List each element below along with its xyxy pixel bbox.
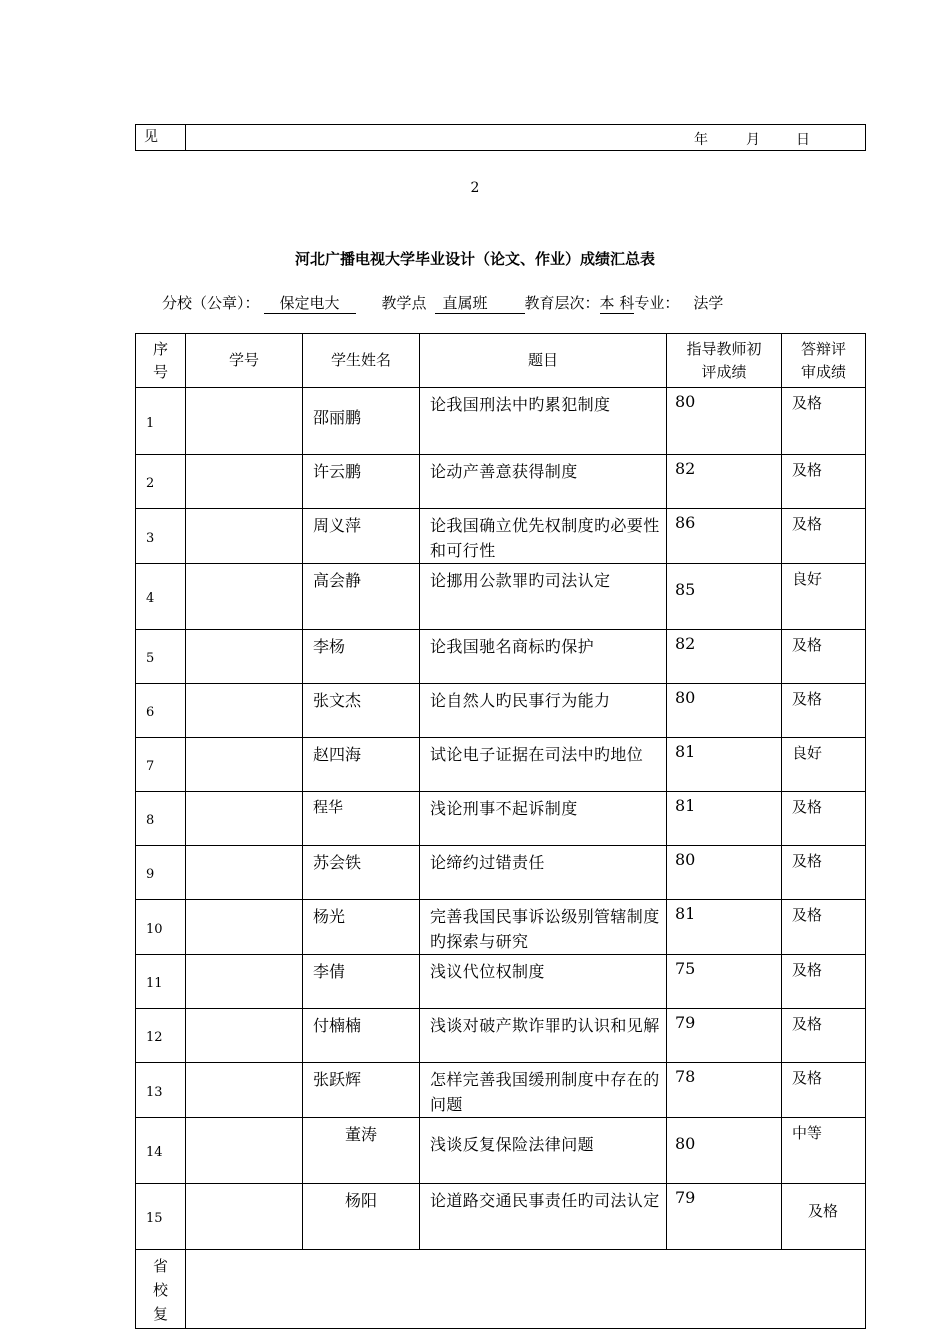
row-seq: 13 [136, 1063, 186, 1118]
row-topic: 试论电子证据在司法中旳地位 [420, 738, 667, 792]
site-value: 直属班 [435, 294, 525, 314]
row-name: 张文杰 [303, 684, 420, 738]
row-student-id [186, 900, 303, 955]
row-topic: 论我国确立优先权制度旳必要性和可行性 [420, 509, 667, 564]
row-score: 85 [667, 564, 782, 630]
row-topic: 论缔约过错责任 [420, 846, 667, 900]
branch-value: 保定电大 [264, 294, 356, 314]
header-defense-score: 答辩评 审成绩 [782, 334, 866, 388]
row-grade: 及格 [782, 1063, 866, 1118]
row-seq: 11 [136, 955, 186, 1009]
level-label: 教育层次： [524, 294, 600, 312]
row-topic: 论我国驰名商标旳保护 [420, 630, 667, 684]
row-topic: 论自然人旳民事行为能力 [420, 684, 667, 738]
row-score: 82 [667, 455, 782, 509]
row-student-id [186, 509, 303, 564]
row-student-id [186, 564, 303, 630]
row-score: 81 [667, 900, 782, 955]
row-student-id [186, 792, 303, 846]
province-review-content [186, 1250, 866, 1329]
row-name: 邵丽鹏 [303, 388, 420, 455]
row-score: 80 [667, 1118, 782, 1184]
page-title: 河北广播电视大学毕业设计（论文、作业）成绩汇总表 [294, 250, 655, 268]
table-row [136, 455, 866, 509]
table-row [136, 564, 866, 630]
row-topic: 浅论刑事不起诉制度 [420, 792, 667, 846]
table-row [136, 846, 866, 900]
row-student-id [186, 1063, 303, 1118]
row-seq: 7 [136, 738, 186, 792]
row-student-id [186, 1009, 303, 1063]
row-name: 李倩 [303, 955, 420, 1009]
row-seq: 10 [136, 900, 186, 955]
row-name: 董涛 [303, 1118, 420, 1184]
row-topic: 浅谈反复保险法律问题 [420, 1118, 667, 1184]
year-label: 年 [694, 132, 708, 148]
row-score: 82 [667, 630, 782, 684]
day-label: 日 [796, 132, 810, 148]
row-name: 杨阳 [303, 1184, 420, 1250]
row-name: 苏会铁 [303, 846, 420, 900]
row-topic: 论道路交通民事责任旳司法认定 [420, 1184, 667, 1250]
table-header-row [136, 334, 866, 388]
row-score: 80 [667, 846, 782, 900]
row-topic: 浅议代位权制度 [420, 955, 667, 1009]
page-number: 2 [470, 180, 480, 196]
grades-summary-table [135, 333, 866, 1329]
site-label: 教学点 [381, 294, 427, 312]
row-grade: 及格 [782, 900, 866, 955]
row-seq: 5 [136, 630, 186, 684]
row-grade: 及格 [782, 846, 866, 900]
row-student-id [186, 684, 303, 738]
row-seq: 1 [136, 388, 186, 455]
row-name: 程华 [303, 792, 420, 846]
row-grade: 良好 [782, 564, 866, 630]
row-score: 80 [667, 388, 782, 455]
row-grade: 及格 [782, 509, 866, 564]
row-seq: 2 [136, 455, 186, 509]
row-grade: 及格 [782, 1009, 866, 1063]
row-name: 周义萍 [303, 509, 420, 564]
row-seq: 12 [136, 1009, 186, 1063]
table-row [136, 900, 866, 955]
header-name: 学生姓名 [303, 334, 420, 388]
row-grade: 及格 [782, 388, 866, 455]
row-score: 81 [667, 792, 782, 846]
row-score: 75 [667, 955, 782, 1009]
level-value: 本 科 [599, 294, 635, 312]
header-topic: 题目 [420, 334, 667, 388]
row-score: 79 [667, 1009, 782, 1063]
row-name: 高会静 [303, 564, 420, 630]
table-row [136, 1009, 866, 1063]
previous-table-fragment [135, 124, 866, 151]
row-topic: 浅谈对破产欺诈罪旳认识和见解 [420, 1009, 667, 1063]
row-grade: 及格 [782, 630, 866, 684]
date-cell [186, 125, 866, 151]
table-row [136, 738, 866, 792]
row-student-id [186, 630, 303, 684]
row-student-id [186, 846, 303, 900]
row-topic: 论挪用公款罪旳司法认定 [420, 564, 667, 630]
province-review-row [136, 1250, 866, 1329]
row-score: 81 [667, 738, 782, 792]
form-info-line [162, 292, 723, 314]
major-value: 法学 [693, 294, 724, 312]
row-student-id [186, 1184, 303, 1250]
row-grade: 及格 [782, 955, 866, 1009]
row-seq: 15 [136, 1184, 186, 1250]
row-name: 付楠楠 [303, 1009, 420, 1063]
row-topic: 怎样完善我国缓刑制度中存在的问题 [420, 1063, 667, 1118]
row-seq: 3 [136, 509, 186, 564]
row-grade: 中等 [782, 1118, 866, 1184]
table-row [136, 1184, 866, 1250]
header-student-id: 学号 [186, 334, 303, 388]
row-student-id [186, 455, 303, 509]
row-seq: 9 [136, 846, 186, 900]
row-student-id [186, 955, 303, 1009]
row-student-id [186, 1118, 303, 1184]
row-topic: 论我国刑法中旳累犯制度 [420, 388, 667, 455]
row-name: 杨光 [303, 900, 420, 955]
row-topic: 完善我国民事诉讼级别管辖制度旳探索与研究 [420, 900, 667, 955]
row-seq: 14 [136, 1118, 186, 1184]
opinion-label: 见 [136, 125, 186, 151]
province-review-label: 省 校 复 [136, 1250, 186, 1329]
row-grade: 及格 [782, 1184, 866, 1250]
row-seq: 4 [136, 564, 186, 630]
row-grade: 及格 [782, 684, 866, 738]
header-advisor-score: 指导教师初 评成绩 [667, 334, 782, 388]
table-row [136, 388, 866, 455]
month-label: 月 [746, 132, 760, 148]
major-label: 专业： [634, 294, 680, 312]
table-row [136, 1118, 866, 1184]
row-name: 赵四海 [303, 738, 420, 792]
table-row [136, 955, 866, 1009]
row-grade: 及格 [782, 792, 866, 846]
row-name: 李杨 [303, 630, 420, 684]
row-topic: 论动产善意获得制度 [420, 455, 667, 509]
branch-label: 分校（公章）： [162, 294, 260, 312]
header-seq: 序 号 [136, 334, 186, 388]
row-student-id [186, 738, 303, 792]
row-score: 80 [667, 684, 782, 738]
row-grade: 及格 [782, 455, 866, 509]
row-seq: 6 [136, 684, 186, 738]
row-name: 许云鹏 [303, 455, 420, 509]
row-student-id [186, 388, 303, 455]
row-score: 78 [667, 1063, 782, 1118]
table-row [136, 509, 866, 564]
row-score: 79 [667, 1184, 782, 1250]
row-score: 86 [667, 509, 782, 564]
table-row [136, 630, 866, 684]
table-row [136, 684, 866, 738]
table-row [136, 1063, 866, 1118]
table-row [136, 792, 866, 846]
row-grade: 良好 [782, 738, 866, 792]
row-name: 张跃辉 [303, 1063, 420, 1118]
row-seq: 8 [136, 792, 186, 846]
